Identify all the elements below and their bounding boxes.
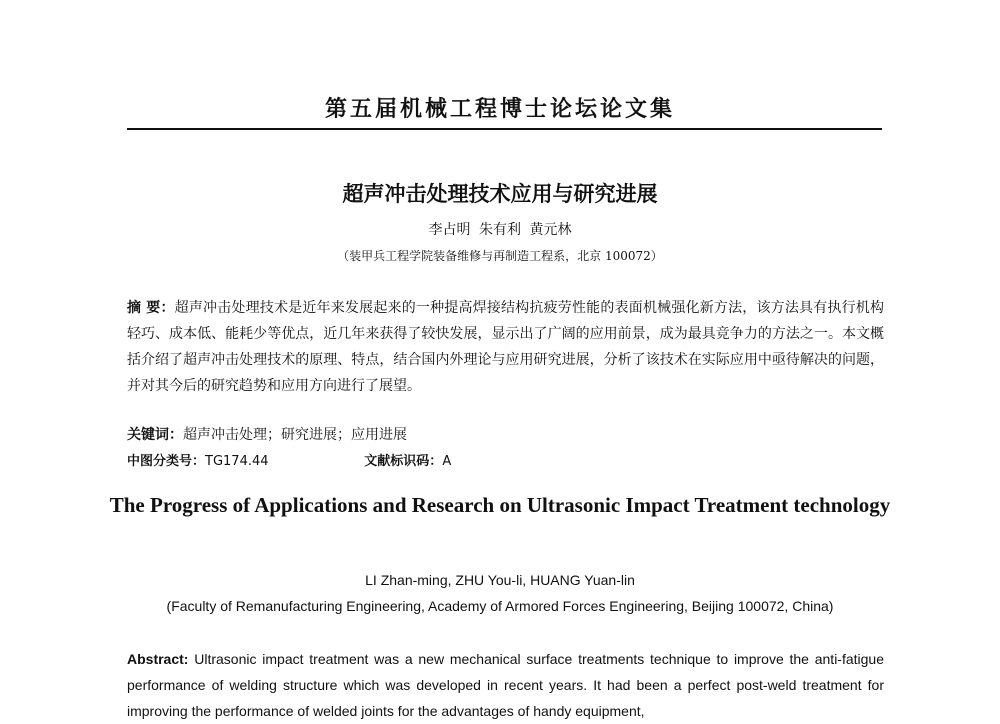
english-affiliation: (Faculty of Remanufacturing Engineering, Academy of Armored Forces Engineering, Beijing 100072, China): [166, 598, 834, 614]
clc-label: 中图分类号：: [127, 454, 206, 469]
english-title: The Progress of Applications and Research on Ultrasonic Impact Treatment technology: [109, 493, 891, 517]
english-abstract-text: Ultrasonic impact treatment was a new mechanical surface treatments technique to improve the anti-fatigue performance of welding structure which was developed in recent years. It had been a perfect post-weld treatment for improving the performance of welded joints for the advantages of handy equipment,: [127, 651, 885, 719]
doc-code-label: 文献标识码：: [364, 454, 443, 469]
clc-value: TG174.44: [205, 454, 269, 469]
chinese-keywords: [127, 424, 884, 444]
english-abstract-label: Abstract:: [127, 651, 189, 667]
keywords-label: 关键词：: [127, 427, 183, 443]
chinese-abstract-label: 摘 要：: [127, 300, 175, 316]
english-abstract: [127, 646, 884, 724]
chinese-title: 超声冲击处理技术应用与研究进展: [342, 181, 658, 206]
classification-line: [127, 450, 884, 469]
doc-code-value: A: [442, 454, 452, 469]
english-authors: LI Zhan-ming, ZHU You-li, HUANG Yuan-lin: [365, 572, 635, 588]
running-header: 第五届机械工程博士论坛论文集: [324, 96, 675, 122]
keywords-text: 超声冲击处理；研究进展；应用进展: [183, 427, 407, 443]
chinese-affiliation: （装甲兵工程学院装备维修与再制造工程系，北京 100072）: [337, 249, 663, 263]
chinese-abstract-text: 超声冲击处理技术是近年来发展起来的一种提高焊接结构抗疲劳性能的表面机械强化新方法，该方法具有执行机构轻巧、成本低、能耗少等优点，近几年来获得了较快发展，显示出了广阔的应用前景，成为最具竞争力的方法之一。本文概括介绍了超声冲击处理技术的原理、特点，结合国内外理论与应用研究进展，分析了该技术在实际应用中亟待解决的问题，并对其今后的研究趋势和应用方向进行了展望。: [127, 300, 884, 394]
chinese-abstract: [127, 295, 884, 399]
chinese-authors: 李占明 朱有利 黄元林: [428, 222, 572, 238]
header-rule: [127, 128, 882, 130]
